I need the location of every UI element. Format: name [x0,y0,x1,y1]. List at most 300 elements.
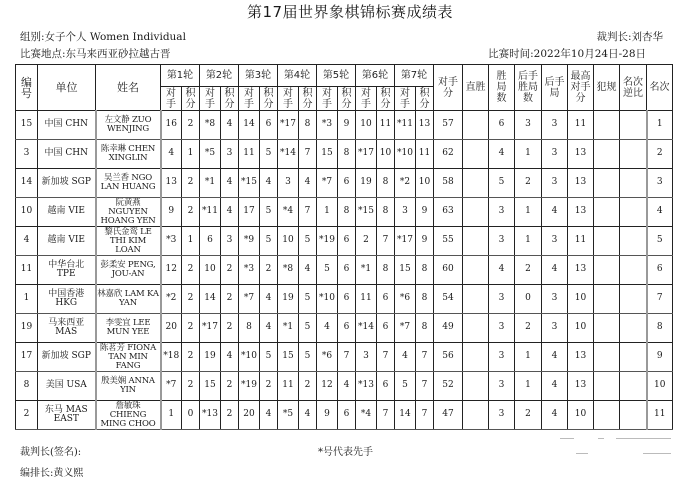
cell-wins: 3 [489,285,515,314]
cell-round-4-opponent: *14 [278,140,299,169]
cell-round-3-opponent: 8 [239,314,260,343]
cell-no: 4 [16,227,38,256]
cell-round-7-points: 8 [416,314,434,343]
results-body [16,111,673,430]
cell-round-1-opponent: 12 [161,256,182,285]
cell-round-1-points: 0 [182,401,200,430]
cell-round-2-points: 3 [221,140,239,169]
cell-round-4-opponent: 3 [278,169,299,198]
cell-round-2-opponent: *11 [200,198,221,227]
cell-black-games: 4 [542,256,568,285]
cell-round-6-opponent: *4 [356,401,377,430]
cell-round-1-points: 2 [182,169,200,198]
arranger-label: 编排长:黄义熙 [20,468,84,479]
cell-unit: 中国 CHN [38,140,96,169]
cell-max-opp: 11 [568,111,594,140]
cell-round-4-points: 5 [299,285,317,314]
cell-round-7-opponent: *2 [395,169,416,198]
cell-max-opp: 13 [568,343,594,372]
cell-round-5-points: 8 [338,198,356,227]
cell-round-5-points: 9 [338,111,356,140]
cell-round-7-opponent: *17 [395,227,416,256]
col-header-max-opp: 最高对手分 [568,65,594,111]
cell-reverse-rank [620,372,647,401]
cell-round-6-points: 6 [377,285,395,314]
cell-round-5-opponent: *7 [317,169,338,198]
cell-round-1-points: 2 [182,198,200,227]
cell-round-5-opponent: 1 [317,198,338,227]
col-header-points: 积分 [260,87,278,111]
col-header-round-5: 第5轮 [317,65,356,87]
cell-rank: 9 [647,343,673,372]
cell-no: 17 [16,343,38,372]
cell-black-games: 3 [542,169,568,198]
cell-round-7-points: 7 [416,372,434,401]
cell-round-5-opponent: *19 [317,227,338,256]
cell-black-games: 4 [542,343,568,372]
cell-unit: 东马 MAS EAST [38,401,96,430]
cell-round-1-opponent: 16 [161,111,182,140]
col-header-opponent: 对手 [356,87,377,111]
cell-round-3-points: 6 [260,111,278,140]
cell-rank: 4 [647,198,673,227]
cell-round-5-points: 6 [338,401,356,430]
col-header-direct: 直胜 [463,65,489,111]
cell-direct [463,401,489,430]
cell-round-7-opponent: *6 [395,285,416,314]
cell-round-7-opponent: *11 [395,111,416,140]
cell-direct [463,285,489,314]
cell-round-2-points: 2 [221,314,239,343]
table-row [16,140,673,169]
cell-reverse-rank [620,256,647,285]
cell-round-4-opponent: 11 [278,372,299,401]
cell-round-6-points: 11 [377,111,395,140]
cell-round-7-opponent: 14 [395,401,416,430]
table-row [16,401,673,430]
cell-unit: 中国香港 HKG [38,285,96,314]
cell-reverse-rank [620,198,647,227]
cell-black-games: 3 [542,285,568,314]
col-header-unit: 单位 [38,65,96,111]
cell-max-opp: 13 [568,140,594,169]
cell-rank: 5 [647,227,673,256]
cell-round-7-opponent: 4 [395,343,416,372]
faint-stamp-marks [558,436,673,456]
cell-unit: 马来西亚 MAS [38,314,96,343]
cell-black-wins: 2 [515,169,542,198]
col-header-opponent: 对手 [200,87,221,111]
cell-round-7-points: 11 [416,140,434,169]
cell-round-6-opponent: 11 [356,285,377,314]
cell-round-6-opponent: 10 [356,111,377,140]
cell-round-6-opponent: 2 [356,227,377,256]
cell-opp-score: 54 [434,285,463,314]
document-title: 第17届世界象棋锦标赛成绩表 [246,3,454,21]
cell-round-2-points: 2 [221,256,239,285]
cell-name: 李雯宜 LEE MUN YEE [96,314,161,343]
cell-round-7-opponent: 15 [395,256,416,285]
cell-round-7-points: 7 [416,401,434,430]
cell-round-1-opponent: 9 [161,198,182,227]
cell-fouls [594,343,620,372]
cell-round-4-points: 4 [299,256,317,285]
cell-round-2-points: 4 [221,198,239,227]
cell-round-1-points: 2 [182,285,200,314]
cell-black-games: 3 [542,140,568,169]
cell-black-wins: 2 [515,256,542,285]
cell-round-5-opponent: 4 [317,314,338,343]
col-header-round-6: 第6轮 [356,65,395,87]
table-row [16,256,673,285]
cell-round-4-opponent: *17 [278,111,299,140]
cell-round-4-opponent: *5 [278,401,299,430]
cell-black-wins: 1 [515,343,542,372]
cell-round-3-points: 5 [260,140,278,169]
cell-round-6-opponent: 3 [356,343,377,372]
cell-black-wins: 1 [515,198,542,227]
cell-round-3-opponent: *7 [239,285,260,314]
cell-round-7-points: 10 [416,169,434,198]
table-row [16,343,673,372]
cell-black-games: 4 [542,401,568,430]
cell-round-4-points: 7 [299,140,317,169]
cell-name: 陈茗芳 FIONA TAN MIN FANG [96,343,161,372]
cell-no: 2 [16,401,38,430]
cell-black-games: 3 [542,227,568,256]
cell-round-1-points: 2 [182,256,200,285]
cell-round-2-opponent: 15 [200,372,221,401]
cell-round-7-opponent: 3 [395,198,416,227]
cell-max-opp: 10 [568,314,594,343]
cell-round-4-points: 4 [299,169,317,198]
cell-round-5-points: 7 [338,343,356,372]
cell-name: 阮黄燕 NGUYEN HOANG YEN [96,198,161,227]
col-header-points: 积分 [299,87,317,111]
col-header-points: 积分 [416,87,434,111]
cell-round-4-opponent: *4 [278,198,299,227]
cell-round-5-opponent: *3 [317,111,338,140]
col-header-opp-score: 对手分 [434,65,463,111]
cell-fouls [594,256,620,285]
cell-round-2-points: 4 [221,343,239,372]
cell-black-wins: 3 [515,111,542,140]
cell-fouls [594,401,620,430]
cell-round-5-points: 6 [338,227,356,256]
cell-round-4-points: 5 [299,343,317,372]
cell-round-6-opponent: 19 [356,169,377,198]
col-header-points: 积分 [182,87,200,111]
cell-round-3-points: 5 [260,198,278,227]
cell-round-6-opponent: *15 [356,198,377,227]
cell-direct [463,198,489,227]
cell-wins: 3 [489,314,515,343]
cell-round-2-opponent: 14 [200,285,221,314]
cell-round-2-opponent: 10 [200,256,221,285]
col-header-opponent: 对手 [161,87,182,111]
cell-wins: 3 [489,401,515,430]
cell-round-1-opponent: *3 [161,227,182,256]
cell-no: 11 [16,256,38,285]
cell-round-3-opponent: 20 [239,401,260,430]
cell-round-2-opponent: 6 [200,227,221,256]
cell-round-3-points: 5 [260,343,278,372]
cell-round-2-points: 3 [221,227,239,256]
cell-round-5-opponent: 5 [317,256,338,285]
cell-rank: 2 [647,140,673,169]
cell-black-wins: 2 [515,401,542,430]
cell-round-2-opponent: *1 [200,169,221,198]
cell-wins: 3 [489,198,515,227]
cell-black-games: 4 [542,372,568,401]
cell-black-games: 3 [542,314,568,343]
cell-round-4-opponent: *8 [278,256,299,285]
cell-round-4-points: 7 [299,198,317,227]
cell-round-5-opponent: 12 [317,372,338,401]
cell-name: 黎氏金鸾 LE THI KIM LOAN [96,227,161,256]
cell-round-3-opponent: 11 [239,140,260,169]
cell-round-7-opponent: *7 [395,314,416,343]
cell-fouls [594,198,620,227]
cell-round-5-points: 4 [338,372,356,401]
cell-round-4-points: 2 [299,372,317,401]
cell-round-6-opponent: *14 [356,314,377,343]
cell-rank: 10 [647,372,673,401]
cell-unit: 美国 USA [38,372,96,401]
cell-round-6-points: 7 [377,343,395,372]
cell-rank: 11 [647,401,673,430]
cell-round-6-points: 8 [377,256,395,285]
col-header-wins: 胜局数 [489,65,515,111]
cell-round-5-points: 6 [338,314,356,343]
cell-black-wins: 1 [515,227,542,256]
cell-round-2-opponent: *5 [200,140,221,169]
table-row [16,169,673,198]
col-header-rank: 名次 [647,65,673,111]
cell-max-opp: 13 [568,256,594,285]
cell-rank: 6 [647,256,673,285]
cell-wins: 5 [489,169,515,198]
cell-name: 陈幸琳 CHEN XINGLIN [96,140,161,169]
cell-opp-score: 57 [434,111,463,140]
cell-opp-score: 63 [434,198,463,227]
cell-fouls [594,111,620,140]
cell-black-wins: 0 [515,285,542,314]
cell-no: 3 [16,140,38,169]
cell-max-opp: 13 [568,198,594,227]
col-header-round-2: 第2轮 [200,65,239,87]
cell-round-2-points: 4 [221,111,239,140]
table-row [16,314,673,343]
col-header-opponent: 对手 [239,87,260,111]
cell-round-7-points: 7 [416,343,434,372]
cell-round-1-opponent: 1 [161,401,182,430]
cell-name: 殷美娴 ANNA YIN [96,372,161,401]
cell-round-1-opponent: 13 [161,169,182,198]
cell-no: 10 [16,198,38,227]
cell-opp-score: 47 [434,401,463,430]
cell-round-1-opponent: 4 [161,140,182,169]
cell-max-opp: 11 [568,227,594,256]
cell-round-2-points: 2 [221,401,239,430]
cell-round-2-points: 2 [221,285,239,314]
cell-max-opp: 10 [568,285,594,314]
cell-max-opp: 13 [568,169,594,198]
col-header-name: 姓名 [96,65,161,111]
cell-wins: 4 [489,140,515,169]
cell-direct [463,343,489,372]
cell-round-6-points: 7 [377,401,395,430]
cell-round-7-points: 8 [416,285,434,314]
col-header-black-games: 后手局 [542,65,568,111]
cell-round-3-points: 4 [260,285,278,314]
cell-round-3-opponent: 17 [239,198,260,227]
col-header-round-1: 第1轮 [161,65,200,87]
cell-direct [463,227,489,256]
cell-round-6-points: 8 [377,169,395,198]
cell-no: 1 [16,285,38,314]
cell-round-5-opponent: 15 [317,140,338,169]
cell-name: 詹敏珠 CHIENG MING CHOO [96,401,161,430]
cell-round-6-points: 6 [377,372,395,401]
cell-round-3-opponent: *10 [239,343,260,372]
col-header-no: 编号 [16,65,38,111]
col-header-round-4: 第4轮 [278,65,317,87]
cell-round-3-opponent: *19 [239,372,260,401]
cell-direct [463,314,489,343]
cell-round-6-opponent: *17 [356,140,377,169]
cell-round-1-points: 1 [182,140,200,169]
cell-round-7-points: 9 [416,227,434,256]
cell-round-7-points: 8 [416,256,434,285]
cell-opp-score: 52 [434,372,463,401]
cell-round-5-opponent: *6 [317,343,338,372]
cell-rank: 8 [647,314,673,343]
cell-fouls [594,227,620,256]
cell-round-5-opponent: *10 [317,285,338,314]
col-header-opponent: 对手 [317,87,338,111]
cell-round-3-points: 2 [260,372,278,401]
cell-unit: 越南 VIE [38,227,96,256]
col-header-points: 积分 [377,87,395,111]
col-header-reverse-rank: 名次逆比 [620,65,647,111]
cell-fouls [594,314,620,343]
cell-opp-score: 49 [434,314,463,343]
cell-round-5-opponent: 9 [317,401,338,430]
cell-no: 15 [16,111,38,140]
cell-round-4-opponent: 19 [278,285,299,314]
table-row [16,198,673,227]
cell-round-1-points: 2 [182,343,200,372]
cell-round-5-points: 6 [338,169,356,198]
cell-fouls [594,140,620,169]
cell-unit: 新加坡 SGP [38,343,96,372]
cell-rank: 7 [647,285,673,314]
cell-round-4-points: 5 [299,227,317,256]
cell-round-7-opponent: 5 [395,372,416,401]
cell-opp-score: 62 [434,140,463,169]
cell-round-2-opponent: 19 [200,343,221,372]
first-move-note: *号代表先手 [318,447,373,458]
cell-round-1-points: 1 [182,227,200,256]
cell-round-5-points: 6 [338,285,356,314]
cell-round-4-points: 5 [299,314,317,343]
cell-reverse-rank [620,169,647,198]
cell-fouls [594,285,620,314]
cell-direct [463,372,489,401]
cell-unit: 新加坡 SGP [38,169,96,198]
cell-round-6-points: 10 [377,140,395,169]
header-row-rounds [16,65,673,87]
cell-black-wins: 2 [515,314,542,343]
cell-round-5-points: 8 [338,140,356,169]
cell-fouls [594,372,620,401]
cell-reverse-rank [620,401,647,430]
cell-no: 19 [16,314,38,343]
cell-no: 8 [16,372,38,401]
cell-unit: 越南 VIE [38,198,96,227]
cell-opp-score: 55 [434,227,463,256]
cell-name: 左文静 ZUO WENJING [96,111,161,140]
cell-black-games: 3 [542,111,568,140]
cell-round-2-opponent: *13 [200,401,221,430]
cell-round-1-points: 2 [182,372,200,401]
cell-round-1-opponent: *2 [161,285,182,314]
cell-fouls [594,169,620,198]
col-header-black-wins: 后手胜局数 [515,65,542,111]
cell-direct [463,111,489,140]
cell-round-3-opponent: 14 [239,111,260,140]
cell-round-2-opponent: *17 [200,314,221,343]
cell-round-5-points: 6 [338,256,356,285]
col-header-opponent: 对手 [395,87,416,111]
cell-reverse-rank [620,227,647,256]
cell-round-1-points: 2 [182,314,200,343]
group-label: 组别:女子个人 Women Individual [20,31,186,43]
cell-round-1-opponent: *18 [161,343,182,372]
col-header-round-3: 第3轮 [239,65,278,87]
cell-round-4-points: 8 [299,111,317,140]
cell-no: 14 [16,169,38,198]
cell-rank: 1 [647,111,673,140]
cell-max-opp: 10 [568,401,594,430]
cell-name: 吴兰香 NGO LAN HUANG [96,169,161,198]
cell-opp-score: 56 [434,343,463,372]
cell-round-6-points: 8 [377,198,395,227]
table-row [16,372,673,401]
cell-wins: 3 [489,227,515,256]
cell-black-wins: 1 [515,372,542,401]
cell-unit: 中华台北 TPE [38,256,96,285]
cell-round-6-points: 7 [377,227,395,256]
cell-direct [463,140,489,169]
referee-signature-label: 裁判长(签名): [20,447,82,458]
cell-reverse-rank [620,140,647,169]
cell-round-6-opponent: *1 [356,256,377,285]
cell-round-4-opponent: 10 [278,227,299,256]
cell-round-1-opponent: 20 [161,314,182,343]
cell-round-2-points: 4 [221,169,239,198]
cell-black-wins: 1 [515,140,542,169]
cell-round-3-opponent: *15 [239,169,260,198]
cell-round-2-opponent: *8 [200,111,221,140]
cell-direct [463,256,489,285]
cell-round-3-points: 5 [260,227,278,256]
cell-round-6-points: 6 [377,314,395,343]
cell-max-opp: 13 [568,372,594,401]
cell-round-3-opponent: *9 [239,227,260,256]
cell-reverse-rank [620,111,647,140]
